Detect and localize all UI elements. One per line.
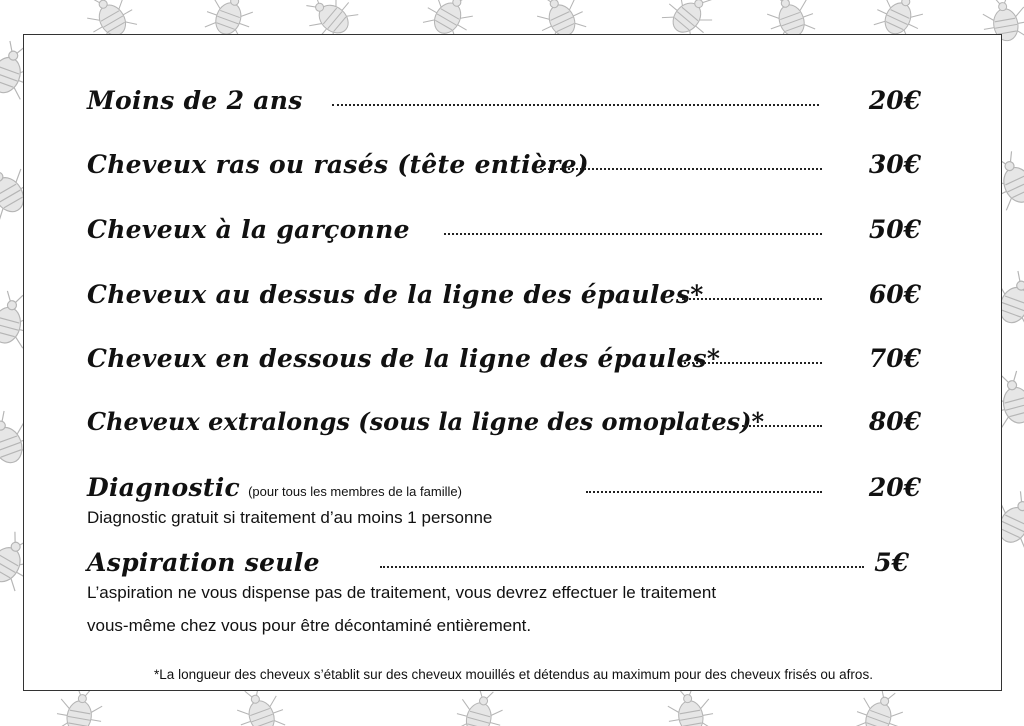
item-name: Cheveux à la garçonne xyxy=(87,215,410,244)
item-name: Aspiration seule xyxy=(87,548,320,577)
item-name: Cheveux extralongs (sous la ligne des omoplates)* xyxy=(87,407,765,436)
diagnostic-title: Diagnostic xyxy=(87,473,241,502)
footnote: *La longueur des cheveux s’établit sur des cheveux mouillés et détendus au maximum pour des cheveux frisés ou afros. xyxy=(154,667,873,682)
item-name: Cheveux ras ou rasés (tête entière) xyxy=(87,150,589,179)
item-price: 20€ xyxy=(868,86,921,115)
price-row xyxy=(24,202,1003,252)
item-name: Moins de 2 ans xyxy=(87,86,303,115)
dot-leader xyxy=(586,491,822,493)
item-price: 70€ xyxy=(868,344,921,373)
item-price: 50€ xyxy=(868,215,921,244)
dot-leader xyxy=(444,233,822,235)
dot-leader xyxy=(682,298,822,300)
aspiration-row xyxy=(24,535,1003,585)
item-price: 30€ xyxy=(868,150,921,179)
item-price: 60€ xyxy=(868,280,921,309)
aspiration-note-line-1: L’aspiration ne vous dispense pas de traitement, vous devrez effectuer le traitement xyxy=(87,583,717,602)
dot-leader xyxy=(380,566,864,568)
price-row xyxy=(24,137,1003,187)
diagnostic-detail: (pour tous les membres de la famille) xyxy=(248,484,462,499)
item-price: 20€ xyxy=(868,473,921,502)
price-row xyxy=(24,331,1003,381)
dot-leader xyxy=(742,425,822,427)
item-name: Cheveux au dessus de la ligne des épaules* xyxy=(87,280,704,309)
diagnostic-row xyxy=(24,460,1003,510)
item-price: 5€ xyxy=(874,548,909,577)
price-row xyxy=(24,394,1003,444)
price-list-card xyxy=(23,34,1002,691)
item-name xyxy=(87,473,462,502)
dot-leader xyxy=(684,362,822,364)
price-row xyxy=(24,267,1003,317)
aspiration-note-line-2: vous-même chez vous pour être décontaminé entièrement. xyxy=(87,616,532,635)
dot-leader xyxy=(540,168,822,170)
diagnostic-note: Diagnostic gratuit si traitement d’au moins 1 personne xyxy=(87,508,493,527)
item-name: Cheveux en dessous de la ligne des épaules* xyxy=(87,344,721,373)
dot-leader xyxy=(332,104,819,106)
item-price: 80€ xyxy=(868,407,921,436)
price-row xyxy=(24,73,1003,123)
